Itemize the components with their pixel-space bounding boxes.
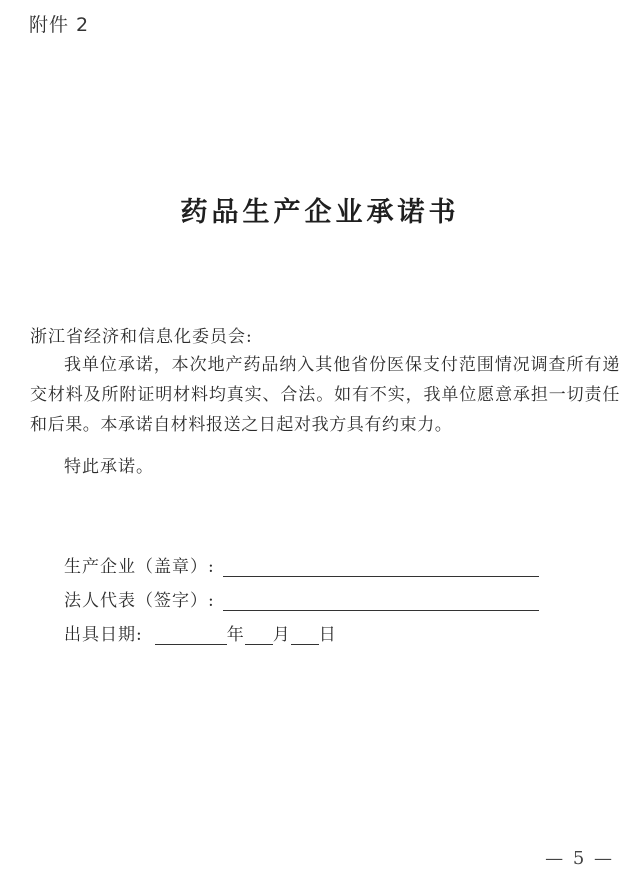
- commitment-paragraph: 我单位承诺，本次地产药品纳入其他省份医保支付范围情况调查所有递交材料及所附证明材料均真实、合法。如有不实，我单位愿意承担一切责任和后果。本承诺自材料报送之日起对我方具有约束力。: [30, 355, 620, 435]
- day-unit: 日: [318, 625, 337, 645]
- company-seal-row: [64, 552, 539, 577]
- issue-date-row: [64, 620, 337, 645]
- legal-rep-row: [64, 586, 539, 611]
- attachment-label: 附件 2: [29, 14, 90, 36]
- year-unit: 年: [226, 625, 245, 645]
- document-title: 药品生产企业承诺书: [180, 197, 460, 228]
- addressee-line: 浙江省经济和信息化委员会:: [30, 327, 253, 347]
- page-number: — 5 —: [545, 848, 614, 869]
- company-seal-label: 生产企业（盖章）:: [64, 557, 215, 577]
- day-blank[interactable]: [291, 626, 319, 645]
- month-blank[interactable]: [245, 626, 273, 645]
- closing-line: 特此承诺。: [64, 457, 154, 477]
- year-blank[interactable]: [155, 626, 227, 645]
- month-unit: 月: [272, 625, 291, 645]
- legal-rep-signature-blank[interactable]: [223, 592, 539, 611]
- legal-rep-label: 法人代表（签字）:: [64, 591, 215, 611]
- company-seal-blank[interactable]: [223, 558, 539, 577]
- issue-date-label: 出具日期:: [64, 625, 143, 645]
